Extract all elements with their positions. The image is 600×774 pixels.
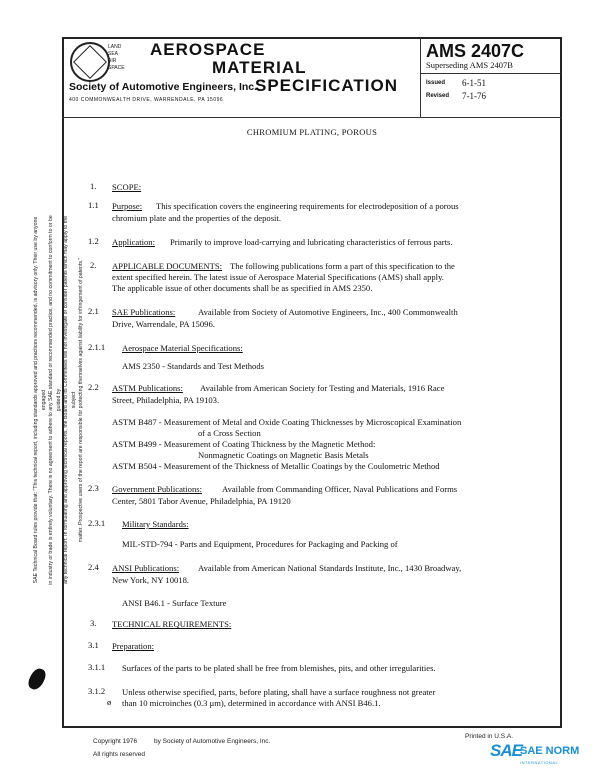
section-number: 2. — [90, 260, 97, 270]
paragraph-line: Primarily to improve load-carrying and lubricating characteristics of ferrous parts. — [170, 237, 453, 247]
paragraph-line: Center, 5801 Tabor Avenue, Philadelphia, PA 19120 — [112, 496, 291, 506]
section-heading-purpose: Purpose: — [112, 201, 143, 211]
side-notice-line: matter. Prospective users of the report are responsible for protecting themselves against liability for infringement of patents." — [78, 257, 84, 543]
section-heading-technical-requirements: TECHNICAL REQUIREMENTS: — [112, 619, 232, 629]
rights-notice: All rights reserved — [93, 751, 146, 758]
logo-words — [108, 44, 125, 72]
paragraph-line: The following publications form a part of this specification to the — [230, 261, 455, 271]
section-number: 2.3.1 — [88, 518, 106, 528]
superseding-note: Superseding AMS 2407B — [426, 60, 513, 70]
society-name: Society of Automotive Engineers, Inc. — [69, 81, 258, 93]
revised-date: 7-1-76 — [462, 91, 486, 101]
section-number: 2.1.1 — [88, 342, 106, 352]
printed-in: Printed in U.S.A. — [465, 733, 514, 740]
issued-label: Issued — [426, 80, 446, 86]
paragraph-line: Available from Commanding Officer, Naval Publications and Forms — [222, 484, 458, 494]
reference-item: MIL-STD-794 - Parts and Equipment, Procedures for Packaging and Packing of — [122, 539, 398, 549]
sae-logo-icon — [70, 42, 110, 82]
section-number: 1.2 — [88, 236, 99, 246]
sae-watermark-mark: SAE — [490, 741, 522, 760]
revision-mark: ø — [107, 697, 112, 707]
paragraph-line: Drive, Warrendale, PA 15096. — [112, 319, 215, 329]
paragraph-line: Available from Society of Automotive Engineers, Inc., 400 Commonwealth — [198, 307, 458, 317]
society-address: 400 COMMONWEALTH DRIVE, WARRENDALE, PA 15096 — [69, 97, 224, 103]
section-number: 3.1 — [88, 640, 99, 650]
paragraph-line: Available from American Society for Testing and Materials, 1916 Race — [200, 383, 445, 393]
reference-item: ANSI B46.1 - Surface Texture — [122, 598, 227, 608]
side-notice — [33, 210, 84, 590]
paragraph-line: extent specified herein. The latest issue of Aerospace Material Specifications (AMS) shall apply. — [112, 272, 444, 282]
section-heading-ams: Aerospace Material Specifications: — [122, 343, 243, 353]
logo-word-land: LAND — [108, 44, 122, 50]
frame-bottom-border — [62, 726, 562, 728]
frame-right-border — [560, 37, 562, 727]
paragraph-line: This specification covers the engineering requirements for electrodeposition of a porous — [156, 201, 459, 211]
header-title-specification: SPECIFICATION — [255, 76, 399, 95]
section-number: 3.1.1 — [88, 662, 106, 672]
reference-item: AMS 2350 - Standards and Test Methods — [122, 361, 264, 371]
logo-word-sea: SEA — [108, 51, 119, 57]
logo-word-air: AIR — [108, 58, 117, 64]
reference-item: ASTM B504 - Measurement of the Thickness of Metallic Coatings by the Coulometric Method — [112, 461, 440, 471]
section-number: 1.1 — [88, 200, 99, 210]
side-notice-line: any technical report. In formulating and approving technical reports, the Board and its Committees will not investigate or consider patents which may apply to the subject — [63, 216, 77, 584]
copyright-holder: by Society of Automotive Engineers, Inc. — [154, 738, 271, 745]
section-number: 1. — [90, 181, 97, 191]
paragraph-line: than 10 microinches (0.3 μm), determined in accordance with ANSI B46.1. — [122, 698, 381, 708]
reference-item: ASTM B487 - Measurement of Metal and Oxide Coating Thicknesses by Microscopical Examination — [112, 417, 462, 427]
section-heading-application: Application: — [112, 237, 155, 247]
document-title: CHROMIUM PLATING, POROUS — [246, 127, 378, 137]
paragraph-line: The applicable issue of other documents shall be as specified in AMS 2350. — [112, 283, 373, 293]
paragraph-line: New York, NY 10018. — [112, 575, 190, 585]
reference-item: ASTM B499 - Measurement of Coating Thickness by the Magnetic Method: — [112, 439, 376, 449]
section-number: 3. — [90, 618, 97, 628]
header-right-divider — [420, 73, 561, 74]
section-heading-scope: SCOPE: — [112, 182, 142, 192]
frame-top-border — [62, 37, 562, 39]
reference-item: Nonmagnetic Coatings on Magnetic Basis Metals — [198, 450, 369, 460]
section-number: 2.1 — [88, 306, 99, 316]
header-divider — [62, 117, 562, 118]
section-number: 2.4 — [88, 562, 99, 572]
logo-word-space: SPACE — [108, 65, 125, 71]
header-title-material: MATERIAL — [212, 58, 307, 77]
sae-norm-subtitle: INTERNATIONAL — [520, 760, 559, 765]
side-notice-line: SAE Technical Board rules provide that: "This technical report, including standards approved and practices recommended, is advisory only. Their use by anyone engaged — [33, 216, 47, 584]
header-vertical-divider — [420, 37, 421, 117]
section-number: 2.2 — [88, 382, 99, 392]
copyright: Copyright 1976 — [93, 738, 138, 745]
margin-mark — [26, 666, 48, 692]
spec-number: AMS 2407C — [426, 41, 525, 61]
header-title-aerospace: AEROSPACE — [150, 40, 266, 59]
revised-label: Revised — [426, 93, 450, 99]
section-heading-government-publications: Government Publications: — [112, 484, 202, 494]
paragraph-line: Surfaces of the parts to be plated shall be free from blemishes, pits, and other irregularities. — [122, 663, 436, 673]
paragraph-line: Street, Philadelphia, PA 19103. — [112, 395, 220, 405]
section-heading-preparation: Preparation: — [112, 641, 154, 651]
paragraph-line: Unless otherwise specified, parts, before plating, shall have a surface roughness not greater — [122, 687, 436, 697]
paragraph-line: Available from American National Standards Institute, Inc., 1430 Broadway, — [198, 563, 462, 573]
section-number: 3.1.2 — [88, 686, 106, 696]
section-heading-sae-publications: SAE Publications: — [112, 307, 176, 317]
sae-norm-watermark: SAE NORM — [520, 745, 580, 757]
section-number: 2.3 — [88, 483, 99, 493]
side-notice-line: in industry or trade is entirely voluntary. There is no agreement to adhere to any SAE standard or recommended practice, and no commitment to conform to or be guided by — [48, 215, 62, 585]
section-heading-astm-publications: ASTM Publications: — [112, 383, 183, 393]
paragraph-line: chromium plate and the properties of the deposit. — [112, 213, 281, 223]
section-heading-ansi-publications: ANSI Publications: — [112, 563, 180, 573]
reference-item: of a Cross Section — [198, 428, 261, 438]
issued-date: 6-1-51 — [462, 78, 486, 88]
section-heading-applicable-documents: APPLICABLE DOCUMENTS: — [112, 261, 223, 271]
section-heading-military-standards: Military Standards: — [122, 519, 189, 529]
